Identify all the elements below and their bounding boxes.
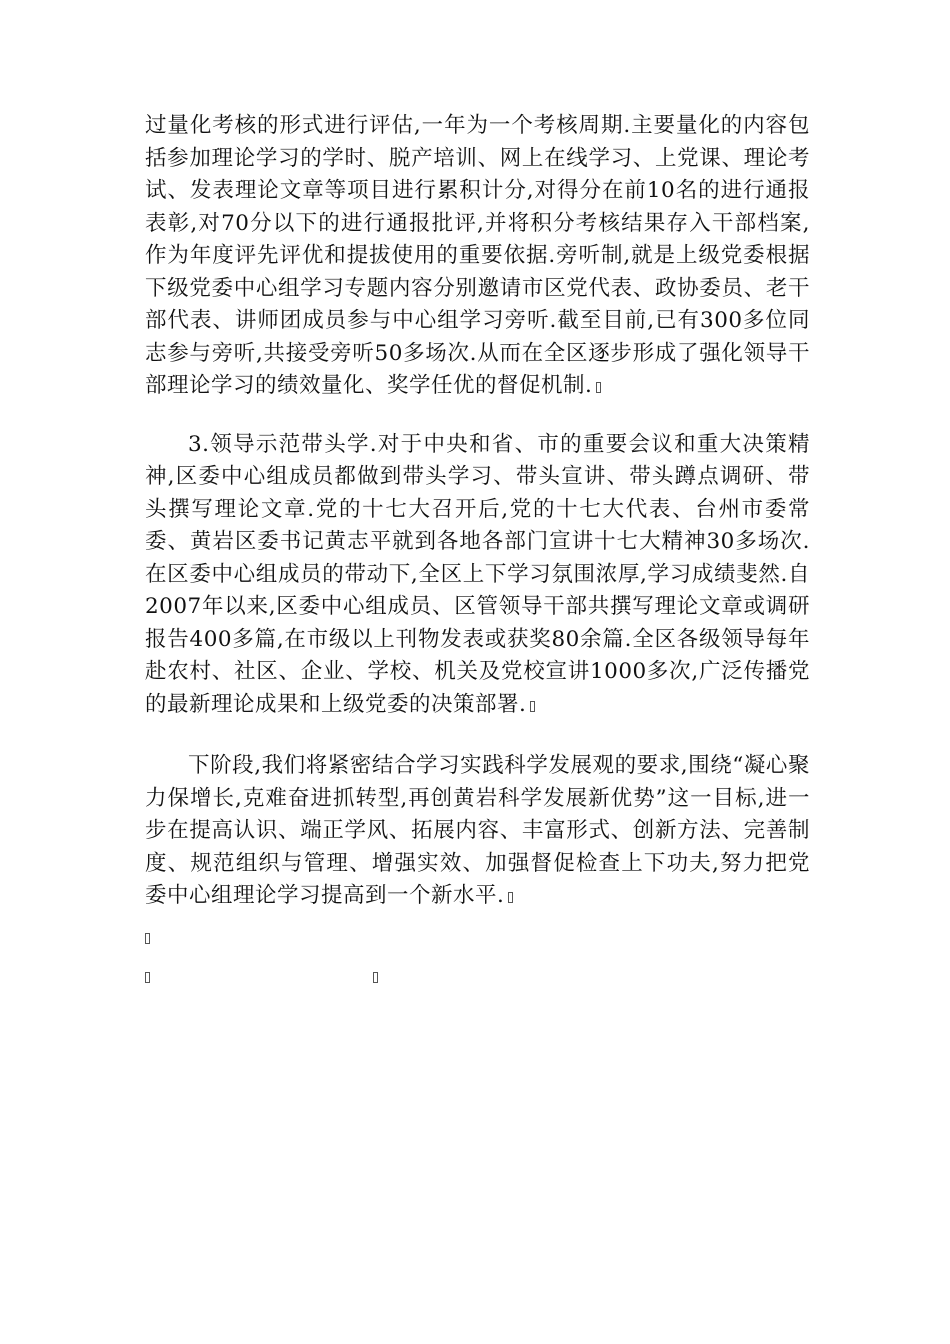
paragraph-mark-icon (508, 892, 513, 903)
paragraph-evaluation-mechanism (145, 110, 810, 403)
document-body (145, 110, 810, 913)
paragraph-leaders-example (145, 429, 810, 722)
empty-paragraph-mark-icon (373, 972, 378, 983)
paragraph-mark-icon (530, 701, 535, 712)
paragraph-text: 下阶段,我们将紧密结合学习实践科学发展观的要求,围绕“凝心聚力保增长,克难奋进抓转型,再创黄岩科学发展新优势”这一目标,进一步在提高认识、端正学风、拓展内容、丰富形式、创新方法、完善制度、规范组织与管理、增强实效、加强督促检查上下功夫,努力把党委中心组理论学习提高到一个新水平. (145, 753, 810, 908)
paragraph-text: 3.领导示范带头学.对于中央和省、市的重要会议和重大决策精神,区委中心组成员都做到带头学习、带头宣讲、带头蹲点调研、带头撰写理论文章.党的十七大召开后,党的十七大代表、台州市委常委、黄岩区委书记黄志平就到各地各部门宣讲十七大精神30多场次.在区委中心组成员的带动下,全区上下学习氛围浓厚,学习成绩斐然.自2007年以来,区委中心组成员、区管领导干部共撰写理论文章或调研报告400多篇,在市级以上刊物发表或获奖80余篇.全区各级领导每年赴农村、社区、企业、学校、机关及党校宣讲1000多次,广泛传播党的最新理论成果和上级党委的决策部署. (145, 431, 810, 717)
empty-paragraph-mark-icon (145, 933, 150, 944)
paragraph-mark-icon (596, 382, 601, 393)
paragraph-text: 过量化考核的形式进行评估,一年为一个考核周期.主要量化的内容包括参加理论学习的学时、脱产培训、网上在线学习、上党课、理论考试、发表理论文章等项目进行累积计分,对得分在前10名的进行通报表彰,对70分以下的进行通报批评,并将积分考核结果存入干部档案,作为年度评先评优和提拔使用的重要依据.旁听制,就是上级党委根据下级党委中心组学习专题内容分别邀请市区党代表、政协委员、老干部代表、讲师团成员参与中心组学习旁听.截至目前,已有300多位同志参与旁听,共接受旁听50多场次.从而在全区逐步形成了强化领导干部理论学习的绩效量化、奖学任优的督促机制. (145, 113, 810, 398)
paragraph-next-stage (145, 750, 810, 913)
empty-paragraph-mark-icon (145, 972, 150, 983)
